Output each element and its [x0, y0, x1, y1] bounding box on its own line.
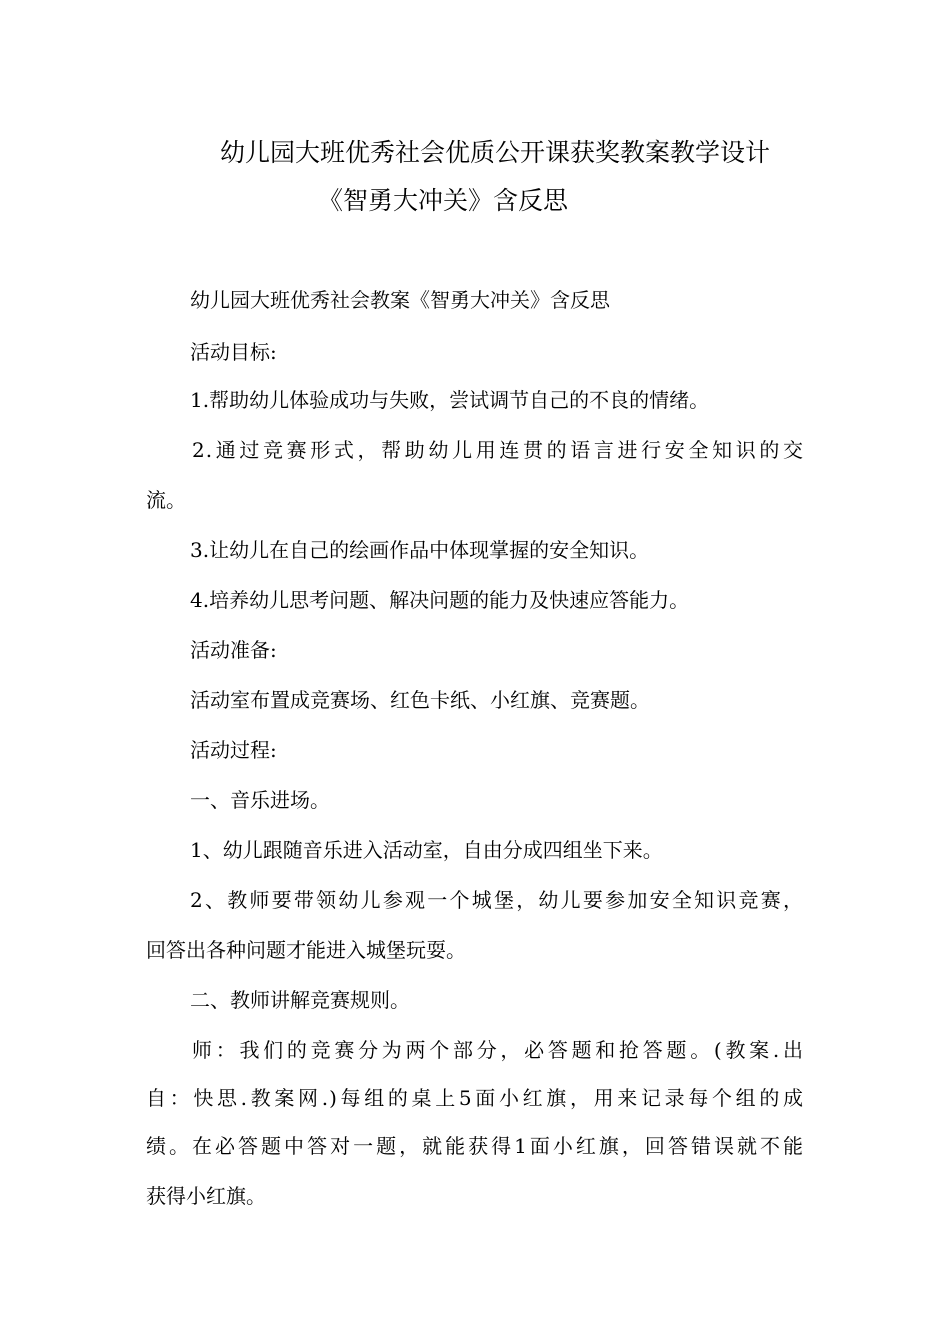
goal-item-2-line2: 流。 [146, 488, 186, 512]
rules-line4: 获得小红旗。 [146, 1184, 266, 1208]
goal-item-4: 4.培养幼儿思考问题、解决问题的能力及快速应答能力。 [190, 588, 690, 612]
step1-item-2-line2: 回答出各种问题才能进入城堡玩耍。 [146, 938, 466, 962]
document-title-line2: 《智勇大冲关》含反思 [318, 186, 569, 215]
rules-line1: 师：我们的竞赛分为两个部分，必答题和抢答题。(教案.出 [192, 1038, 804, 1062]
rules-line3: 绩。在必答题中答对一题，就能获得1面小红旗，回答错误就不能 [146, 1134, 804, 1158]
step1-heading: 一、音乐进场。 [190, 788, 330, 812]
rules-line2: 自：快思.教案网.)每组的桌上5面小红旗，用来记录每个组的成 [146, 1086, 804, 1110]
goals-heading: 活动目标: [190, 340, 277, 364]
step2-heading: 二、教师讲解竞赛规则。 [190, 988, 410, 1012]
document-title-line1: 幼儿园大班优秀社会优质公开课获奖教案教学设计 [220, 138, 771, 167]
prep-text: 活动室布置成竞赛场、红色卡纸、小红旗、竞赛题。 [190, 688, 650, 712]
goal-item-2-line1: 2.通过竞赛形式，帮助幼儿用连贯的语言进行安全知识的交 [192, 438, 804, 462]
goal-item-1: 1.帮助幼儿体验成功与失败，尝试调节自己的不良的情绪。 [190, 388, 710, 412]
step1-item-2-line1: 2、教师要带领幼儿参观一个城堡，幼儿要参加安全知识竞赛， [190, 888, 804, 912]
prep-heading: 活动准备: [190, 638, 277, 662]
goal-item-3: 3.让幼儿在自己的绘画作品中体现掌握的安全知识。 [190, 538, 650, 562]
step1-item-1: 1、幼儿跟随音乐进入活动室，自由分成四组坐下来。 [190, 838, 663, 862]
process-heading: 活动过程: [190, 738, 277, 762]
lesson-subtitle: 幼儿园大班优秀社会教案《智勇大冲关》含反思 [190, 288, 610, 312]
